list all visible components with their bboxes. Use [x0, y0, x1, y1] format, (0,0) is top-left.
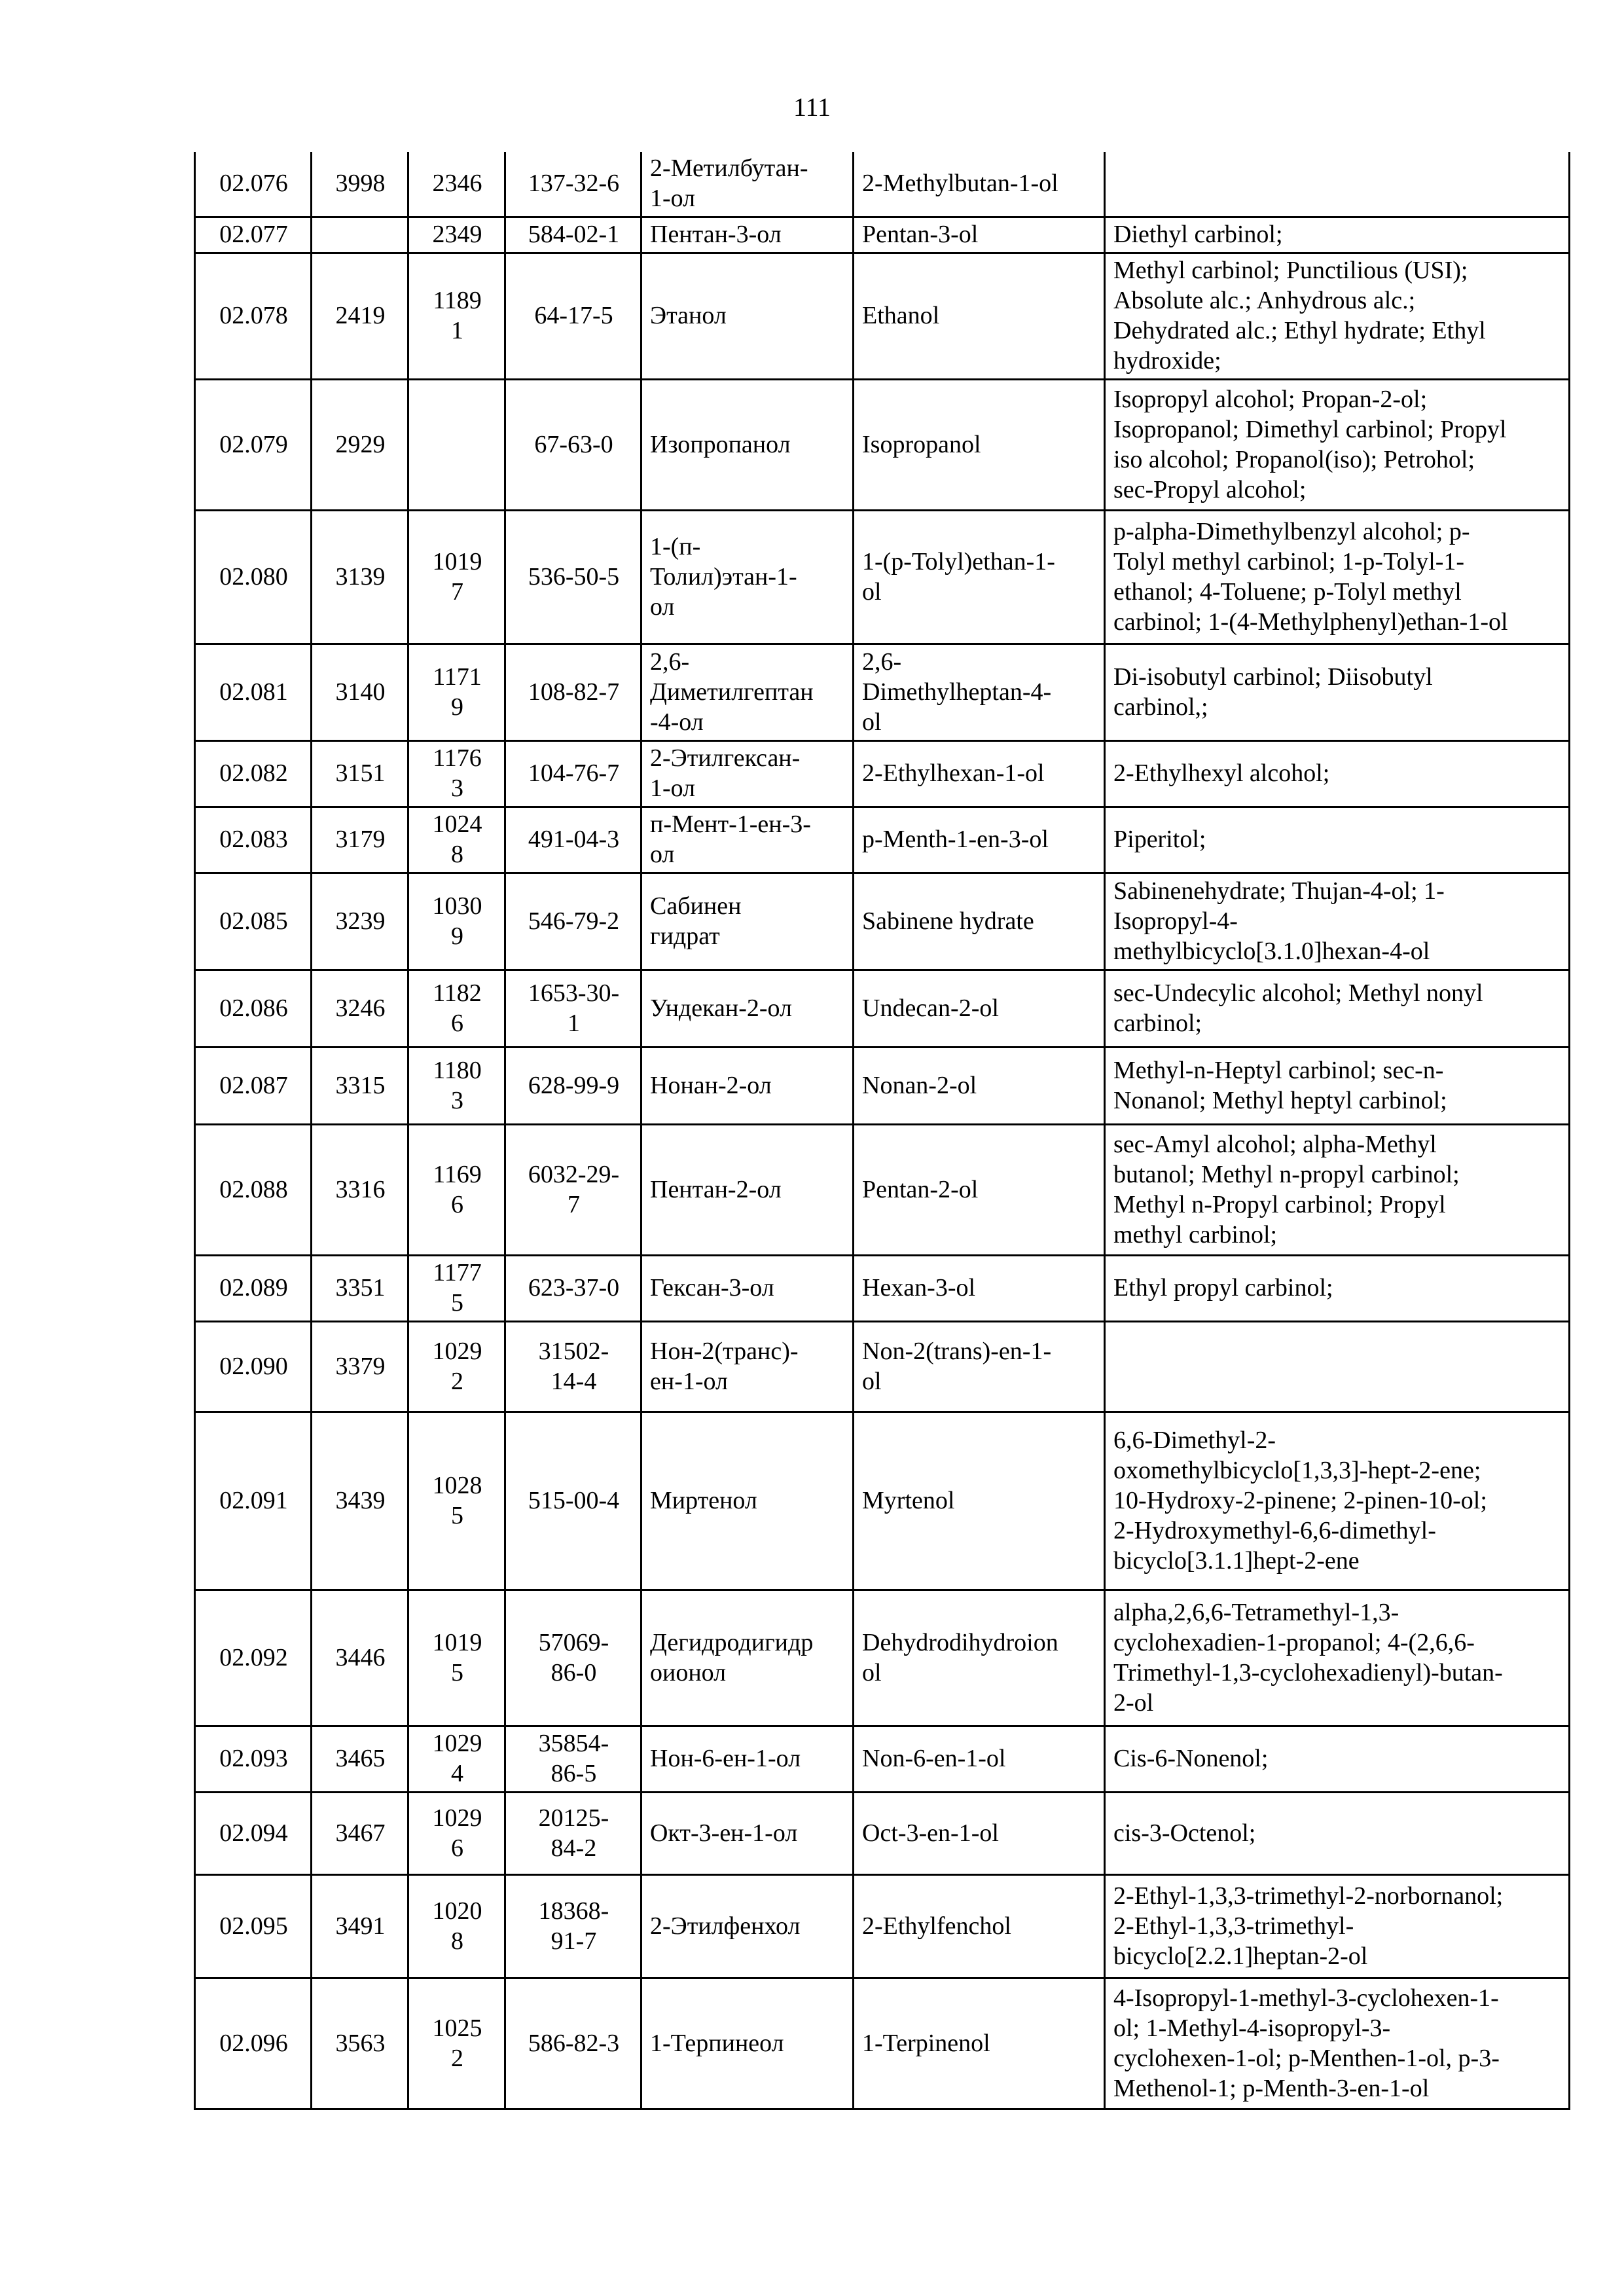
- cell-coe-number: 1180 3: [408, 1048, 505, 1125]
- cell-name-english: Pentan-2-ol: [854, 1125, 1105, 1256]
- table-row: [195, 1048, 1570, 1125]
- cell-fl-number: 02.089: [195, 1256, 312, 1322]
- cell-name-english: 2,6- Dimethylheptan-4- ol: [854, 644, 1105, 741]
- cell-coe-number: 1176 3: [408, 741, 505, 807]
- cell-name-russian: Нонан-2-ол: [641, 1048, 854, 1125]
- cell-cas-number: 1653-30- 1: [505, 970, 641, 1048]
- cell-cas-number: 67-63-0: [505, 380, 641, 511]
- cell-fema-number: 3379: [312, 1322, 408, 1412]
- cell-fl-number: 02.076: [195, 152, 312, 217]
- cell-fema-number: 3315: [312, 1048, 408, 1125]
- cell-name-english: Undecan-2-ol: [854, 970, 1105, 1048]
- cell-fema-number: 3239: [312, 873, 408, 970]
- cell-synonyms: alpha,2,6,6-Tetramethyl-1,3- cyclohexadien-1-propanol; 4-(2,6,6- Trimethyl-1,3-cyclohexadienyl)-butan- 2-ol: [1105, 1590, 1570, 1726]
- cell-synonyms: [1105, 1322, 1570, 1412]
- cell-name-russian: Миртенол: [641, 1412, 854, 1590]
- cell-coe-number: 1030 9: [408, 873, 505, 970]
- table-row: [195, 1793, 1570, 1875]
- cell-fl-number: 02.088: [195, 1125, 312, 1256]
- cell-fema-number: 3563: [312, 1978, 408, 2109]
- table-row: [195, 1726, 1570, 1793]
- cell-cas-number: 536-50-5: [505, 511, 641, 644]
- cell-fl-number: 02.081: [195, 644, 312, 741]
- table-row: [195, 1590, 1570, 1726]
- cell-cas-number: 623-37-0: [505, 1256, 641, 1322]
- cell-synonyms: Diethyl carbinol;: [1105, 217, 1570, 253]
- cell-fema-number: 3491: [312, 1875, 408, 1978]
- table-row: [195, 1322, 1570, 1412]
- table-row: [195, 741, 1570, 807]
- cell-coe-number: 1024 8: [408, 807, 505, 873]
- cell-fema-number: 3446: [312, 1590, 408, 1726]
- cell-coe-number: [408, 380, 505, 511]
- cell-fema-number: 3467: [312, 1793, 408, 1875]
- cell-synonyms: sec-Amyl alcohol; alpha-Methyl butanol; Methyl n-propyl carbinol; Methyl n-Propyl carbinol; Propyl methyl carbinol;: [1105, 1125, 1570, 1256]
- cell-fl-number: 02.091: [195, 1412, 312, 1590]
- cell-coe-number: 2346: [408, 152, 505, 217]
- cell-name-russian: 2-Этилгексан- 1-ол: [641, 741, 854, 807]
- cell-fl-number: 02.078: [195, 253, 312, 380]
- cell-name-english: Nonan-2-ol: [854, 1048, 1105, 1125]
- cell-coe-number: 1025 2: [408, 1978, 505, 2109]
- cell-name-english: 1-(p-Tolyl)ethan-1- ol: [854, 511, 1105, 644]
- cell-fema-number: 3246: [312, 970, 408, 1048]
- cell-fema-number: 3998: [312, 152, 408, 217]
- cell-fema-number: [312, 217, 408, 253]
- cell-coe-number: 2349: [408, 217, 505, 253]
- cell-name-english: Sabinene hydrate: [854, 873, 1105, 970]
- cell-synonyms: Sabinenehydrate; Thujan-4-ol; 1- Isopropyl-4- methylbicyclo[3.1.0]hexan-4-ol: [1105, 873, 1570, 970]
- table-row: [195, 1256, 1570, 1322]
- cell-cas-number: 584-02-1: [505, 217, 641, 253]
- cell-cas-number: 586-82-3: [505, 1978, 641, 2109]
- cell-name-english: 2-Methylbutan-1-ol: [854, 152, 1105, 217]
- cell-name-english: 1-Terpinenol: [854, 1978, 1105, 2109]
- cell-fema-number: 3140: [312, 644, 408, 741]
- cell-fl-number: 02.092: [195, 1590, 312, 1726]
- cell-name-russian: 2,6- Диметилгептан -4-ол: [641, 644, 854, 741]
- cell-synonyms: Di-isobutyl carbinol; Diisobutyl carbinol,;: [1105, 644, 1570, 741]
- table-row: [195, 807, 1570, 873]
- table-row: [195, 1978, 1570, 2109]
- cell-name-english: Non-6-en-1-ol: [854, 1726, 1105, 1793]
- cell-cas-number: 31502- 14-4: [505, 1322, 641, 1412]
- cell-synonyms: Piperitol;: [1105, 807, 1570, 873]
- cell-cas-number: 57069- 86-0: [505, 1590, 641, 1726]
- cell-cas-number: 6032-29- 7: [505, 1125, 641, 1256]
- cell-name-russian: Пентан-3-ол: [641, 217, 854, 253]
- cell-synonyms: Methyl carbinol; Punctilious (USI); Absolute alc.; Anhydrous alc.; Dehydrated alc.; Ethyl hydrate; Ethyl hydroxide;: [1105, 253, 1570, 380]
- cell-fema-number: 3439: [312, 1412, 408, 1590]
- cell-name-russian: Окт-3-ен-1-ол: [641, 1793, 854, 1875]
- cell-fema-number: 3151: [312, 741, 408, 807]
- cell-cas-number: 35854- 86-5: [505, 1726, 641, 1793]
- table-row: [195, 380, 1570, 511]
- cell-cas-number: 546-79-2: [505, 873, 641, 970]
- cell-synonyms: [1105, 152, 1570, 217]
- cell-fema-number: 3316: [312, 1125, 408, 1256]
- cell-fl-number: 02.094: [195, 1793, 312, 1875]
- cell-cas-number: 18368- 91-7: [505, 1875, 641, 1978]
- cell-coe-number: 1019 5: [408, 1590, 505, 1726]
- cell-cas-number: 64-17-5: [505, 253, 641, 380]
- cell-fema-number: 2929: [312, 380, 408, 511]
- cell-name-russian: 1-Терпинеол: [641, 1978, 854, 2109]
- cell-fl-number: 02.077: [195, 217, 312, 253]
- cell-name-english: Hexan-3-ol: [854, 1256, 1105, 1322]
- cell-name-russian: Изопропанол: [641, 380, 854, 511]
- cell-name-russian: 2-Метилбутан- 1-ол: [641, 152, 854, 217]
- table-row: [195, 152, 1570, 217]
- cell-synonyms: Ethyl propyl carbinol;: [1105, 1256, 1570, 1322]
- cell-name-english: Ethanol: [854, 253, 1105, 380]
- table-row: [195, 1125, 1570, 1256]
- cell-coe-number: 1029 6: [408, 1793, 505, 1875]
- cell-coe-number: 1019 7: [408, 511, 505, 644]
- table-row: [195, 217, 1570, 253]
- cell-coe-number: 1177 5: [408, 1256, 505, 1322]
- cell-fema-number: 3465: [312, 1726, 408, 1793]
- cell-fema-number: 2419: [312, 253, 408, 380]
- cell-name-russian: Этанол: [641, 253, 854, 380]
- cell-fl-number: 02.086: [195, 970, 312, 1048]
- cell-cas-number: 491-04-3: [505, 807, 641, 873]
- cell-fema-number: 3139: [312, 511, 408, 644]
- cell-name-english: Dehydrodihydroion ol: [854, 1590, 1105, 1726]
- table-row: [195, 970, 1570, 1048]
- table-row: [195, 1412, 1570, 1590]
- cell-name-english: 2-Ethylhexan-1-ol: [854, 741, 1105, 807]
- cell-name-english: Oct-3-en-1-ol: [854, 1793, 1105, 1875]
- cell-coe-number: 1028 5: [408, 1412, 505, 1590]
- cell-fl-number: 02.095: [195, 1875, 312, 1978]
- cell-name-russian: Сабинен гидрат: [641, 873, 854, 970]
- cell-fl-number: 02.093: [195, 1726, 312, 1793]
- table-row: [195, 253, 1570, 380]
- table-row: [195, 873, 1570, 970]
- cell-fl-number: 02.079: [195, 380, 312, 511]
- cell-name-english: Isopropanol: [854, 380, 1105, 511]
- cell-cas-number: 104-76-7: [505, 741, 641, 807]
- substance-table: [194, 152, 1570, 2110]
- cell-fl-number: 02.096: [195, 1978, 312, 2109]
- cell-synonyms: cis-3-Octenol;: [1105, 1793, 1570, 1875]
- cell-synonyms: 2-Ethyl-1,3,3-trimethyl-2-norbornanol; 2-Ethyl-1,3,3-trimethyl- bicyclo[2.2.1]heptan-2-ol: [1105, 1875, 1570, 1978]
- cell-fl-number: 02.087: [195, 1048, 312, 1125]
- cell-synonyms: 4-Isopropyl-1-methyl-3-cyclohexen-1- ol; 1-Methyl-4-isopropyl-3- cyclohexen-1-ol; p-Menthen-1-ol, p-3- Methenol-1; p-Menth-3-en-1-ol: [1105, 1978, 1570, 2109]
- cell-cas-number: 515-00-4: [505, 1412, 641, 1590]
- cell-name-english: p-Menth-1-en-3-ol: [854, 807, 1105, 873]
- table-row: [195, 644, 1570, 741]
- cell-coe-number: 1182 6: [408, 970, 505, 1048]
- cell-synonyms: sec-Undecylic alcohol; Methyl nonyl carbinol;: [1105, 970, 1570, 1048]
- page-number: 111: [793, 92, 831, 122]
- cell-cas-number: 628-99-9: [505, 1048, 641, 1125]
- cell-fl-number: 02.085: [195, 873, 312, 970]
- cell-name-russian: Пентан-2-ол: [641, 1125, 854, 1256]
- cell-name-russian: Нон-6-ен-1-ол: [641, 1726, 854, 1793]
- cell-name-russian: 1-(п- Толил)этан-1- ол: [641, 511, 854, 644]
- cell-synonyms: p-alpha-Dimethylbenzyl alcohol; p- Tolyl methyl carbinol; 1-p-Tolyl-1- ethanol; 4-Toluene; p-Tolyl methyl carbinol; 1-(4-Methylphenyl)ethan-1-ol: [1105, 511, 1570, 644]
- cell-synonyms: 2-Ethylhexyl alcohol;: [1105, 741, 1570, 807]
- table-row: [195, 1875, 1570, 1978]
- cell-fema-number: 3179: [312, 807, 408, 873]
- cell-fl-number: 02.082: [195, 741, 312, 807]
- cell-coe-number: 1020 8: [408, 1875, 505, 1978]
- cell-name-english: Myrtenol: [854, 1412, 1105, 1590]
- cell-synonyms: Isopropyl alcohol; Propan-2-ol; Isopropanol; Dimethyl carbinol; Propyl iso alcohol; Propanol(iso); Petrohol; sec-Propyl alcohol;: [1105, 380, 1570, 511]
- cell-name-english: Non-2(trans)-en-1- ol: [854, 1322, 1105, 1412]
- cell-name-russian: Ундекан-2-ол: [641, 970, 854, 1048]
- cell-cas-number: 108-82-7: [505, 644, 641, 741]
- table-row: [195, 511, 1570, 644]
- cell-coe-number: 1171 9: [408, 644, 505, 741]
- cell-name-russian: Гексан-3-ол: [641, 1256, 854, 1322]
- cell-synonyms: Methyl-n-Heptyl carbinol; sec-n- Nonanol; Methyl heptyl carbinol;: [1105, 1048, 1570, 1125]
- cell-synonyms: Cis-6-Nonenol;: [1105, 1726, 1570, 1793]
- cell-name-russian: п-Мент-1-ен-3- ол: [641, 807, 854, 873]
- cell-name-russian: Дегидродигидр оионол: [641, 1590, 854, 1726]
- cell-fl-number: 02.083: [195, 807, 312, 873]
- cell-fl-number: 02.090: [195, 1322, 312, 1412]
- cell-name-english: 2-Ethylfenchol: [854, 1875, 1105, 1978]
- cell-coe-number: 1169 6: [408, 1125, 505, 1256]
- cell-name-russian: 2-Этилфенхол: [641, 1875, 854, 1978]
- cell-fl-number: 02.080: [195, 511, 312, 644]
- cell-name-english: Pentan-3-ol: [854, 217, 1105, 253]
- cell-coe-number: 1189 1: [408, 253, 505, 380]
- cell-cas-number: 20125- 84-2: [505, 1793, 641, 1875]
- cell-fema-number: 3351: [312, 1256, 408, 1322]
- cell-synonyms: 6,6-Dimethyl-2- oxomethylbicyclo[1,3,3]-hept-2-ene; 10-Hydroxy-2-pinene; 2-pinen-10-ol; 2-Hydroxymethyl-6,6-dimethyl- bicyclo[3.1.1]hept-2-ene: [1105, 1412, 1570, 1590]
- cell-coe-number: 1029 2: [408, 1322, 505, 1412]
- cell-coe-number: 1029 4: [408, 1726, 505, 1793]
- cell-name-russian: Нон-2(транс)- ен-1-ол: [641, 1322, 854, 1412]
- cell-cas-number: 137-32-6: [505, 152, 641, 217]
